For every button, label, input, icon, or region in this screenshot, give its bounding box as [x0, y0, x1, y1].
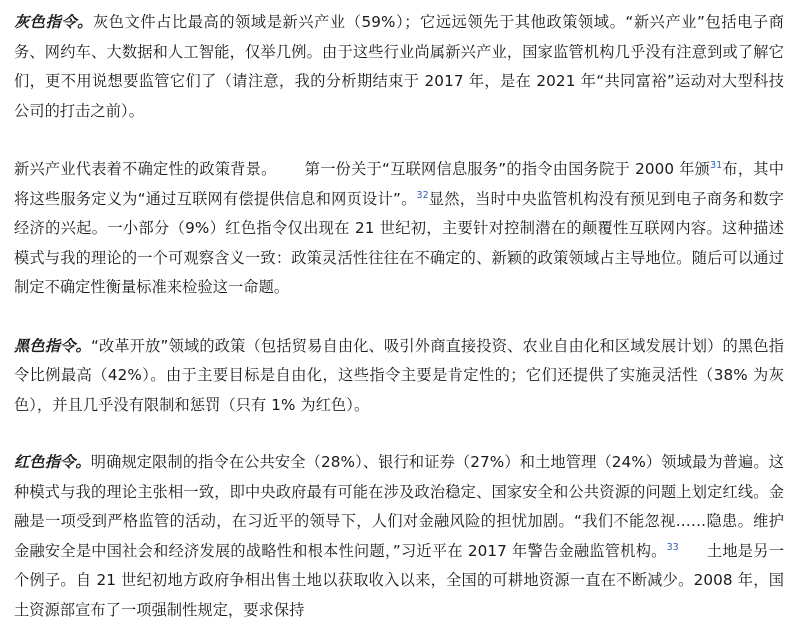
paragraph-body-red-part-1: 明确规定限制的指令在公共安全（28%）、银行和证券（27%）和土地管理（24%）领域最为普遍。这种模式与我的理论主张相一致，即中央政府最有可能在涉及政治稳定、国家安全和公共资源的问题上划定红线。金融是一项受到严格监管的活动，在习近平的领导下，人们对金融风险的担忧加剧。“我们不能忽视……隐患。维护金融安全是中国社会和经济发展的战略性和根本性问题，”习近平在 2017 年警告金融监管机构。 [14, 453, 784, 560]
paragraph-spacer [14, 126, 784, 155]
paragraph-emerging-part-4: 显然，当时中央监管机构没有预见到电子商务和数字经济的兴起。一小部分（9%）红色指令仅出现在 21 世纪初，主要针对控制潜在的颠覆性互联网内容。这种描述模式与我的理论的一个可观察含义一致：政策灵活性往往在不确定的、新颖的政策领域占主导地位。随后可以通过制定不确定性衡量标准来检验这一命题。 [14, 189, 784, 296]
paragraph-emerging-part-2: 第一份关于“互联网信息服务”的指令由国务院于 2000 年颁 [304, 160, 711, 178]
paragraph-lead-black: 黑色指令。 [14, 336, 91, 355]
paragraph-spacer [14, 303, 784, 332]
paragraph-emerging-industry [14, 155, 784, 303]
paragraph-black-directives [14, 332, 784, 421]
paragraph-spacer [14, 420, 784, 448]
paragraph-emerging-part-1: 新兴产业代表着不确定性的政策背景。 [14, 160, 277, 178]
paragraph-red-directives [14, 448, 784, 625]
footnote-marker-33[interactable]: 33 [666, 541, 679, 553]
paragraph-body-gray: 灰色文件占比最高的领域是新兴产业（59%）；它远远领先于其他政策领域。“新兴产业”包括电子商务、网约车、大数据和人工智能，仅举几例。由于这些行业尚属新兴产业，国家监管机构几乎没有注意到或了解它们，更不用说想要监管它们了（请注意，我的分析期结束于 2017 年，是在 2021 年“共同富裕”运动对大型科技公司的打击之前）。 [14, 13, 785, 120]
paragraph-gray-directives [14, 8, 784, 126]
paragraph-emerging-part-3: 布，其中将这些服务定义为“通过互联网有偿提供信息和网页设计”。 [14, 160, 785, 208]
paragraph-body-black: “改革开放”领域的政策（包括贸易自由化、吸引外商直接投资、农业自由化和区域发展计划）的黑色指令比例最高（42%）。由于主要目标是自由化，这些指令主要是肯定性的；它们还提供了实施灵活性（38% 为灰色），并且几乎没有限制和惩罚（只有 1% 为红色）。 [14, 336, 784, 414]
paragraph-body-red-part-2: 土地是另一个例子。自 21 世纪初地方政府争相出售土地以获取收入以来，全国的可耕地资源一直在不断减少。2008 年，国土资源部宣布了一项强制性规定，要求保持 [14, 541, 784, 619]
footnote-marker-31[interactable]: 31 [710, 159, 723, 171]
paragraph-lead-gray: 灰色指令。 [14, 13, 93, 31]
paragraph-lead-red: 红色指令。 [14, 453, 91, 471]
footnote-marker-32[interactable]: 32 [416, 189, 429, 201]
